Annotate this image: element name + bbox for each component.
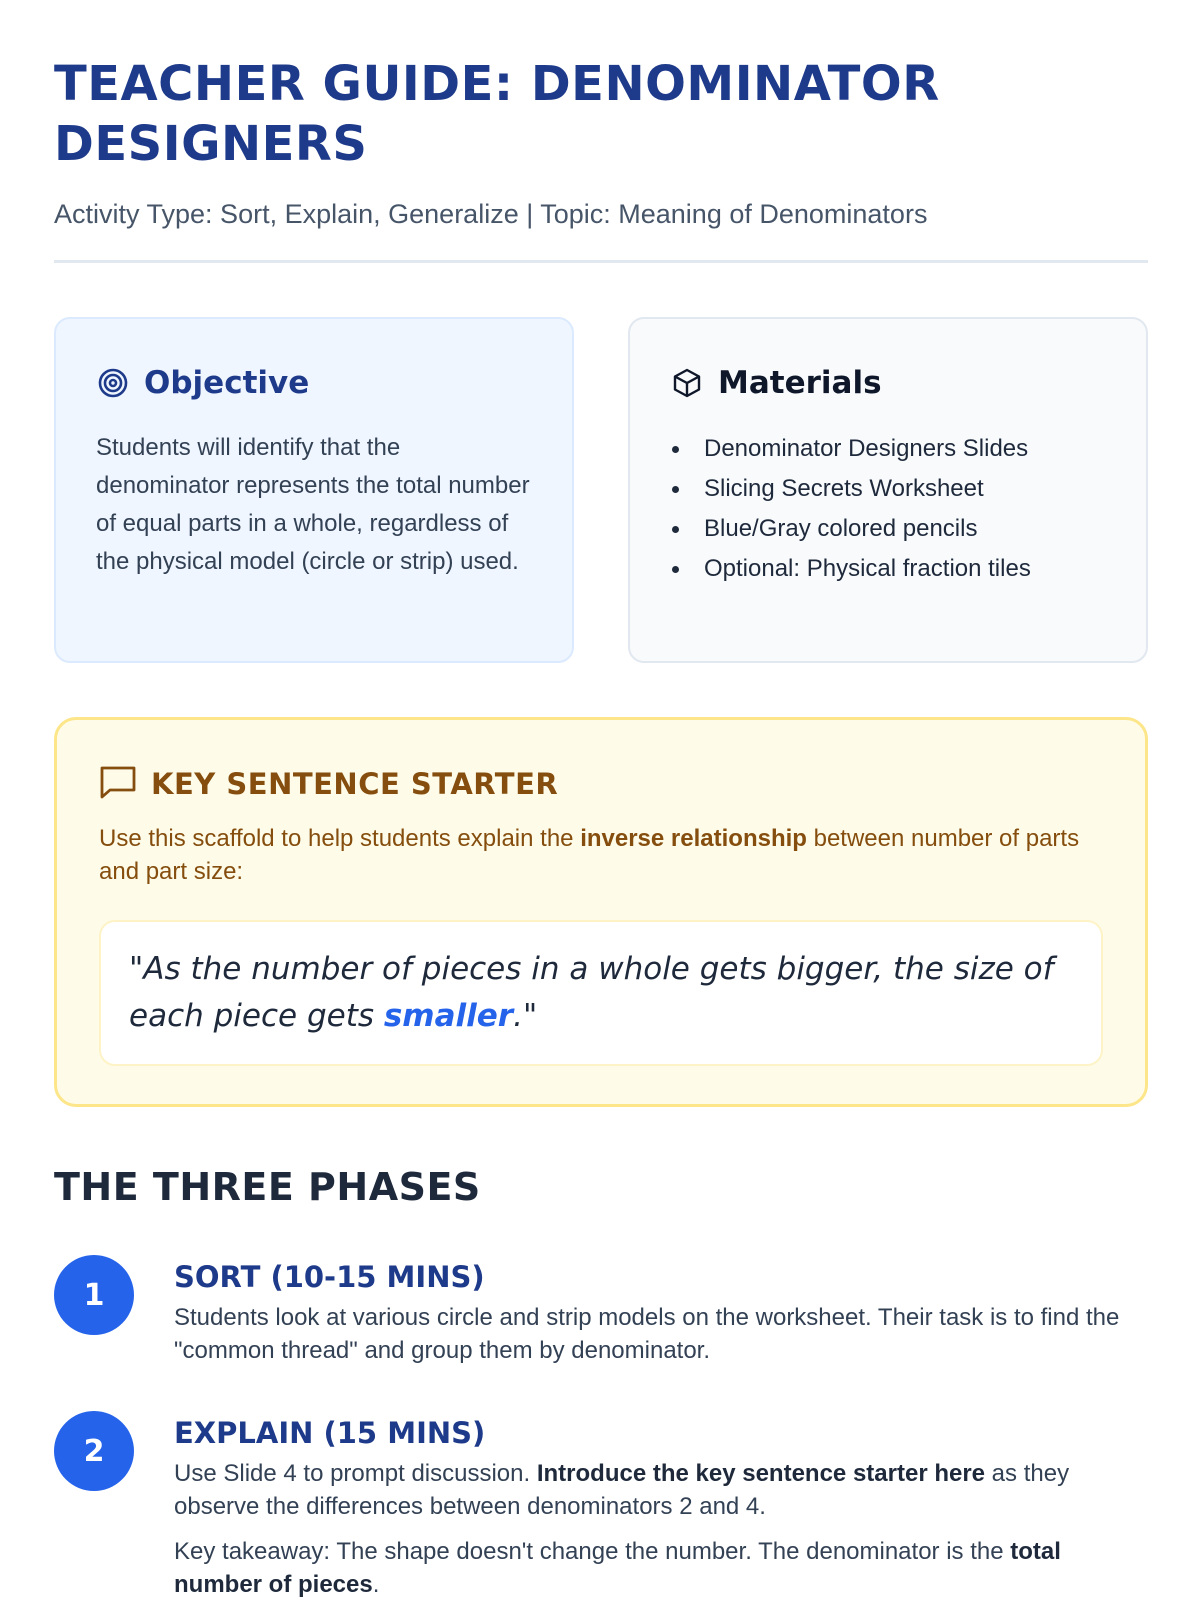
phase-content (174, 1411, 1148, 1600)
phase-name: SORT (10-15 MINS) (174, 1260, 485, 1294)
materials-item: Optional: Physical fraction tiles (670, 549, 1106, 589)
phase-item (54, 1411, 1148, 1600)
phase-item (54, 1255, 1148, 1367)
sentence-starter-quote-box (99, 920, 1103, 1066)
objective-card (54, 317, 574, 663)
objective-text: Students will identify that the denominator represents the total number of equal parts in a whole, regardless of the physical model (circle or strip) used. (96, 434, 530, 575)
box-icon (670, 366, 704, 400)
starter-desc-text-end: between number of parts and part size: (99, 825, 1080, 885)
phase-text-bold: Introduce the key sentence starter here (536, 1460, 986, 1487)
starter-title: KEY SENTENCE STARTER (151, 767, 559, 801)
phase-description (174, 1457, 1148, 1523)
starter-description (99, 822, 1103, 888)
page-title: TEACHER GUIDE: DENOMINATOR DESIGNERS (54, 56, 940, 172)
quote-text: "As the number of pieces in a whole gets bigger, the size of each piece gets (129, 951, 1054, 1034)
phase-description: Students look at various circle and strip models on the worksheet. Their task is to find the "common thread" and group them by denominator. (174, 1304, 1120, 1364)
phases-heading: THE THREE PHASES (54, 1165, 481, 1209)
page-subtitle: Activity Type: Sort, Explain, Generalize | Topic: Meaning of Denominators (54, 199, 928, 229)
materials-item: Blue/Gray colored pencils (670, 509, 1106, 549)
phase-text: Use Slide 4 to prompt discussion. (174, 1460, 537, 1487)
materials-item: Denominator Designers Slides (670, 429, 1106, 469)
key-sentence-starter-box (54, 717, 1148, 1107)
materials-card (628, 317, 1148, 663)
sentence-starter-quote (129, 946, 1073, 1040)
starter-desc-text: Use this scaffold to help students explain the (99, 825, 581, 852)
quote-emphasis: smaller (383, 998, 514, 1034)
materials-title: Materials (718, 365, 882, 401)
phase-text-end: as they observe the differences between denominators 2 and 4. (174, 1460, 1070, 1520)
objective-header (96, 363, 532, 403)
materials-item: Slicing Secrets Worksheet (670, 469, 1106, 509)
materials-list (670, 429, 1106, 589)
objective-title: Objective (144, 365, 310, 401)
phase-name: EXPLAIN (15 MINS) (174, 1416, 486, 1450)
speech-bubble-icon (99, 764, 137, 805)
phase-content (174, 1255, 1148, 1367)
phase-number-badge: 2 (54, 1411, 134, 1491)
phase-number-badge: 1 (54, 1255, 134, 1335)
takeaway-text-end: . (372, 1571, 380, 1598)
phase-takeaway (174, 1535, 1148, 1600)
takeaway-bold: total number of pieces (174, 1538, 1061, 1598)
info-cards (54, 317, 1148, 663)
starter-desc-bold: inverse relationship (580, 825, 807, 852)
takeaway-text: Key takeaway: The shape doesn't change the number. The denominator is the (174, 1538, 1011, 1565)
header-divider (54, 260, 1148, 263)
quote-text-end: ." (513, 998, 538, 1034)
target-icon (96, 366, 130, 400)
materials-header (670, 363, 1106, 403)
teacher-guide-page (54, 54, 1148, 1600)
starter-header (99, 764, 1103, 804)
